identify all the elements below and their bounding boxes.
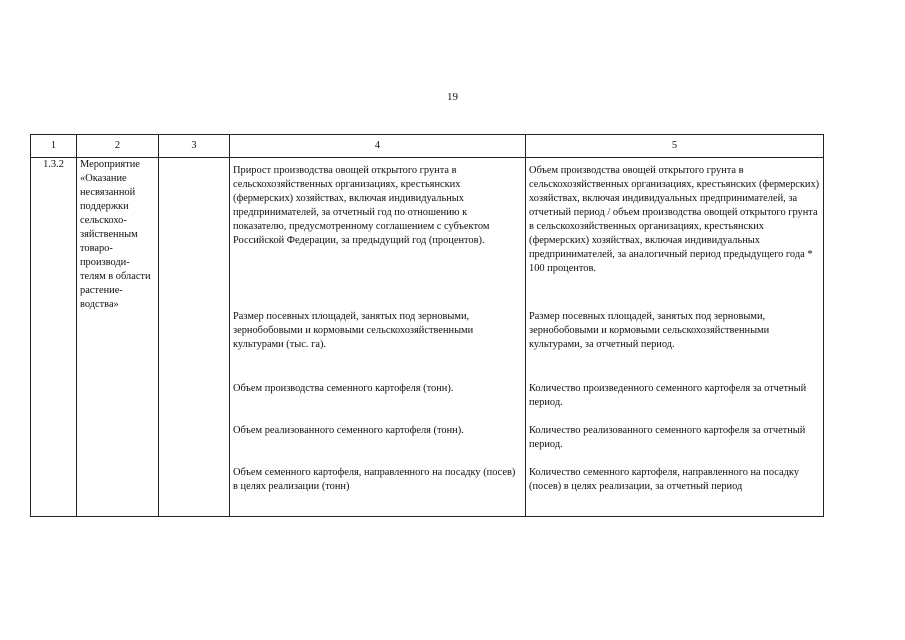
indicator-item: Объем производства семенного картофеля (тонн). (233, 383, 454, 394)
header-row (31, 135, 824, 158)
indicator-item: Прирост производства овощей открытого грунта в сельскохозяйственных организациях, крестьянских (фермерских) хозяйствах, включая индивидуальных предпринимателей, за отчетный год по отношению к показателю, предусмотренному соглашением с субъектом Российской Федерации, за предыдущий год (процентов). (233, 165, 490, 246)
indicator-item: Объем реализованного семенного картофеля (тонн). (233, 425, 464, 436)
indicator-item: Объем семенного картофеля, направленного на посадку (посев) в целях реализации (тонн) (233, 467, 516, 492)
row-number: 1.3.2 (31, 158, 77, 517)
table-row (31, 158, 824, 517)
method-item: Количество реализованного семенного картофеля за отчетный период. (529, 425, 806, 450)
header-col-3: 3 (159, 135, 230, 158)
header-col-2: 2 (77, 135, 159, 158)
indicators-table (30, 134, 824, 517)
method-item: Объем производства овощей открытого грунта в сельскохозяйственных организациях, крестьянских (фермерских) хозяйствах, включая индивидуальных предпринимателей, за отчетный период / объем производства овощей открытого грунта в сельскохозяйственных организациях, крестьянских (фермерских) хозяйствах, включая индивидуальных предпринимателей, за аналогичный период предыдущего года * 100 процентов. (529, 165, 820, 274)
indicators-cell (230, 158, 526, 517)
method-item: Размер посевных площадей, занятых под зерновыми, зернобобовыми и кормовыми сельскохозяйственными культурами, за отчетный период. (529, 311, 770, 350)
header-col-4: 4 (230, 135, 526, 158)
empty-cell (159, 158, 230, 517)
page-number: 19 (447, 91, 458, 103)
method-item: Количество семенного картофеля, направленного на посадку (посев) в целях реализации, за отчетный период (529, 467, 800, 492)
indicator-item: Размер посевных площадей, занятых под зерновыми, зернобобовыми и кормовыми сельскохозяйственными культурами (тыс. га). (233, 311, 474, 350)
method-item: Количество произведенного семенного картофеля за отчетный период. (529, 383, 807, 408)
measure-name: Мероприятие «Оказание несвязанной поддержки сельскохо-зяйственным товаро-производи-телям в области растение-водства» (77, 158, 159, 517)
methods-cell (526, 158, 824, 517)
header-col-5: 5 (526, 135, 824, 158)
header-col-1: 1 (31, 135, 77, 158)
